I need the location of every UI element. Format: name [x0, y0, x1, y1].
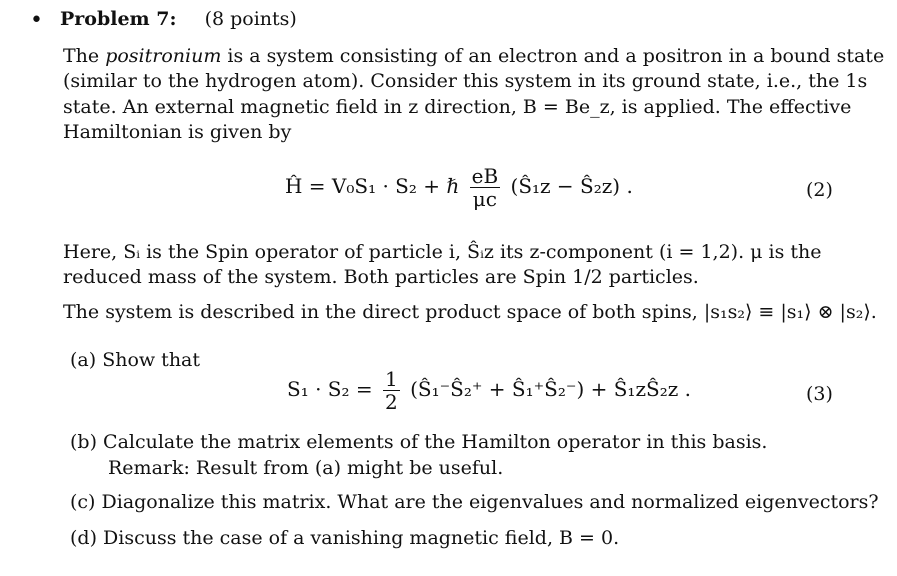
- equation-3-right: (Ŝ₁⁻Ŝ₂⁺ + Ŝ₁⁺Ŝ₂⁻) + Ŝ₁zŜ₂z .: [410, 377, 691, 401]
- fraction-denominator: 2: [384, 390, 398, 414]
- fraction-numerator: eB: [471, 164, 499, 188]
- intro-line-3: state. An external magnetic field in z direction, B = Be_z, is applied. The effective: [63, 96, 852, 118]
- equation-2-fraction: [470, 165, 501, 210]
- problem-heading: [60, 7, 297, 31]
- equation-2: [285, 165, 633, 210]
- item-a: (a) Show that: [70, 349, 201, 371]
- item-b-line-1: (b) Calculate the matrix elements of the Hamilton operator in this basis.: [70, 431, 768, 453]
- fraction-denominator: μc: [472, 187, 497, 211]
- item-c: (c) Diagonalize this matrix. What are the eigenvalues and normalized eigenvectors?: [70, 491, 879, 513]
- para2-line-1: Here, Sᵢ is the Spin operator of particle i, Ŝᵢz its z-component (i = 1,2). μ is the: [63, 241, 822, 263]
- equation-2-right: (Ŝ₁z − Ŝ₂z) .: [510, 174, 633, 198]
- equation-3: [287, 368, 691, 413]
- intro-text: is a system consisting of an electron and a positron in a bound state: [221, 45, 885, 67]
- item-d: (d) Discuss the case of a vanishing magnetic field, B = 0.: [70, 527, 620, 549]
- fraction-numerator: 1: [384, 367, 398, 391]
- intro-line-1: [63, 44, 884, 68]
- para2-line-2: reduced mass of the system. Both particles are Spin 1/2 particles.: [63, 266, 699, 288]
- equation-2-number: (2): [806, 179, 833, 201]
- intro-line-2: (similar to the hydrogen atom). Consider this system in its ground state, i.e., the 1s: [63, 70, 868, 92]
- intro-text: The: [63, 45, 106, 67]
- problem-points: (8 points): [204, 8, 297, 30]
- equation-3-fraction: [383, 368, 400, 413]
- equation-3-number: (3): [806, 383, 833, 405]
- intro-emphasis: positronium: [105, 45, 222, 67]
- intro-line-4: Hamiltonian is given by: [63, 121, 292, 143]
- equation-2-left: Ĥ = V₀S₁ · S₂ + ℏ: [285, 174, 460, 198]
- item-b-line-2: Remark: Result from (a) might be useful.: [108, 457, 504, 479]
- equation-3-left: S₁ · S₂ =: [287, 377, 373, 401]
- problem-label: Problem 7:: [60, 8, 177, 30]
- para3: The system is described in the direct product space of both spins, |s₁s₂⟩ ≡ |s₁⟩ ⊗ |s₂⟩.: [63, 301, 877, 323]
- bullet: •: [30, 8, 43, 33]
